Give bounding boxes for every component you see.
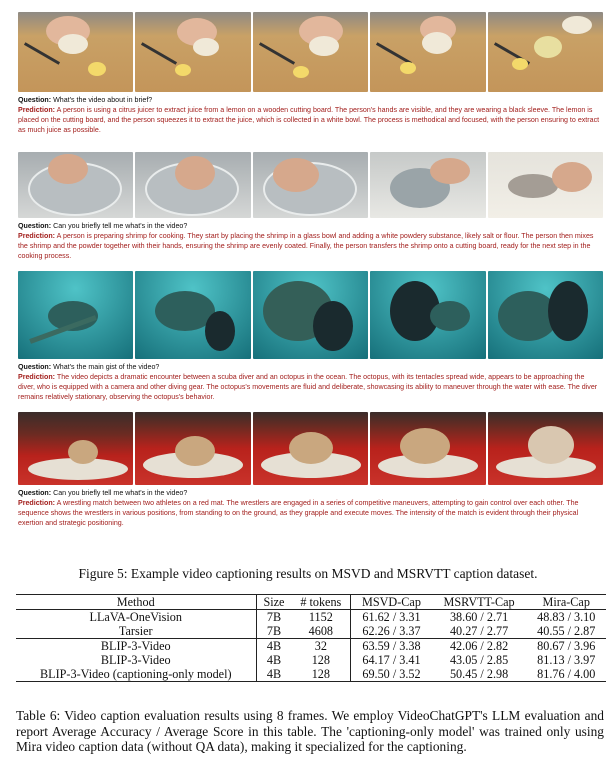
video-frame bbox=[370, 271, 485, 359]
qa-text bbox=[18, 221, 603, 261]
video-frame bbox=[18, 271, 133, 359]
table-cell: 32 bbox=[314, 639, 327, 653]
table-cell: 43.05 / 2.85 bbox=[449, 653, 509, 667]
table-cell: 80.67 / 3.96 bbox=[537, 639, 596, 653]
qa-text bbox=[18, 95, 603, 135]
video-frame bbox=[135, 271, 250, 359]
video-frame bbox=[253, 271, 368, 359]
question-label: Question: bbox=[18, 96, 52, 104]
table-cell: 7B bbox=[256, 624, 291, 639]
table-cell: 42.06 / 2.82 bbox=[449, 639, 509, 653]
table-row bbox=[16, 667, 606, 682]
header-cell: MSRVTT-Cap bbox=[443, 595, 515, 609]
table-row bbox=[16, 610, 606, 625]
table-cell: 128 bbox=[311, 667, 330, 681]
video-frames-octopus bbox=[18, 271, 603, 359]
prediction-text: The video depicts a dramatic encounter between a scuba diver and an octopus in the ocean. The octopus, with its tentacles spread wide, appears to be approaching the diver, who is equipped with a camera and other diving gear. The octopus's movements are fluid and deliberate, showcasing its ability to maneuver through the water with ease. The diver remains relatively stationary, observing the octopus's behavior. bbox=[18, 373, 598, 401]
header-cell: Method bbox=[116, 595, 155, 609]
table-cell: 62.26 / 3.37 bbox=[351, 624, 432, 639]
qa-text bbox=[18, 362, 603, 402]
video-frame bbox=[253, 412, 368, 485]
table-cell: BLIP-3-Video (captioning-only model) bbox=[40, 667, 232, 681]
header-cell: MSVD-Cap bbox=[351, 595, 432, 610]
prediction-label: Prediction: bbox=[18, 499, 56, 507]
table-cell: 4B bbox=[256, 667, 291, 682]
table-row bbox=[16, 653, 606, 667]
qa-text bbox=[18, 488, 603, 528]
question-label: Question: bbox=[18, 489, 52, 497]
video-frame bbox=[488, 12, 603, 92]
example-3 bbox=[18, 271, 603, 402]
example-4 bbox=[18, 412, 603, 528]
table-cell: 81.76 / 4.00 bbox=[537, 667, 596, 681]
table-cell: Tarsier bbox=[118, 624, 153, 638]
video-frame bbox=[135, 412, 250, 485]
table-header-row bbox=[16, 595, 606, 610]
question-text: Can you briefly tell me what's in the video? bbox=[53, 222, 188, 230]
table-cell: 48.83 / 3.10 bbox=[537, 610, 596, 624]
table-row bbox=[16, 639, 606, 654]
video-frame bbox=[370, 12, 485, 92]
video-frame bbox=[18, 152, 133, 218]
results-table bbox=[16, 594, 606, 682]
prediction-label: Prediction: bbox=[18, 232, 56, 240]
table-row bbox=[16, 624, 606, 639]
video-frames-shrimp bbox=[18, 152, 603, 218]
table-cell: LLaVA-OneVision bbox=[89, 610, 182, 624]
video-frame bbox=[253, 12, 368, 92]
table-cell: 64.17 / 3.41 bbox=[351, 653, 432, 667]
figure-caption: Figure 5: Example video captioning results on MSVD and MSRVTT caption dataset. bbox=[78, 566, 538, 581]
video-frames-lemon bbox=[18, 12, 603, 92]
prediction-text: A person is using a citrus juicer to extract juice from a lemon on a wooden cutting board. The person's hands are visible, and they are wearing a black sleeve. The lemon is placed on the cutting board, and the person squeezes it to extract the juice, which is collected in a white bowl. The process is methodical and focused, with the person ensuring to extract as much juice as possible. bbox=[18, 106, 600, 134]
table-cell: 81.13 / 3.97 bbox=[537, 653, 596, 667]
video-frame bbox=[370, 152, 485, 218]
video-frame bbox=[18, 412, 133, 485]
video-frame bbox=[488, 152, 603, 218]
header-cell: # tokens bbox=[300, 595, 342, 609]
table-cell: 4B bbox=[256, 653, 291, 667]
table-cell: 7B bbox=[256, 610, 291, 625]
example-1 bbox=[18, 12, 603, 135]
table-cell: 63.59 / 3.38 bbox=[351, 639, 432, 654]
table-cell: 69.50 / 3.52 bbox=[351, 667, 432, 682]
table-cell: 50.45 / 2.98 bbox=[449, 667, 509, 681]
header-cell: Size bbox=[256, 595, 291, 610]
video-frames-wrestling bbox=[18, 412, 603, 485]
prediction-text: A wrestling match between two athletes on a red mat. The wrestlers are engaged in a series of competitive maneuvers, attempting to gain control over each other. The sequence shows the wrestlers in various positions, from standing to on the ground, as they grapple and execute moves. The intensity of the match is evident through their physical exertion and strategic positioning. bbox=[18, 499, 579, 527]
video-frame bbox=[18, 12, 133, 92]
video-frame bbox=[135, 152, 250, 218]
table-cell: 1152 bbox=[308, 610, 333, 624]
table-cell: 4B bbox=[256, 639, 291, 654]
table-cell: 38.60 / 2.71 bbox=[449, 610, 509, 624]
video-frame bbox=[488, 412, 603, 485]
prediction-label: Prediction: bbox=[18, 373, 56, 381]
video-frame bbox=[370, 412, 485, 485]
example-2 bbox=[18, 152, 603, 260]
table-cell: BLIP-3-Video bbox=[100, 639, 171, 653]
table-cell: 40.55 / 2.87 bbox=[537, 624, 596, 638]
table-cell: 4608 bbox=[308, 624, 334, 638]
question-label: Question: bbox=[18, 222, 52, 230]
video-frame bbox=[488, 271, 603, 359]
table-cell: 128 bbox=[311, 653, 330, 667]
question-text: Can you briefly tell me what's in the video? bbox=[53, 489, 188, 497]
table-caption: Table 6: Video caption evaluation results using 8 frames. We employ VideoChatGPT's LLM evaluation and report Average Accuracy / Average Score in this table. The 'captioning-only model' was trained only using Mira video caption data (without QA data), making it specialized for the captioning. bbox=[16, 708, 604, 754]
prediction-text: A person is preparing shrimp for cooking. They start by placing the shrimp in a glass bowl and adding a white powdery substance, likely salt or flour. The person then mixes the shrimp and the powder together with their hands, ensuring the shrimp are evenly coated. Finally, the person transfers the shrimp onto a cutting board, ready for the next step in the cooking process. bbox=[18, 232, 594, 260]
header-cell: Mira-Cap bbox=[542, 595, 590, 609]
table-cell: 40.27 / 2.77 bbox=[449, 624, 509, 638]
table-cell: BLIP-3-Video bbox=[100, 653, 171, 667]
prediction-label: Prediction: bbox=[18, 106, 56, 114]
video-frame bbox=[253, 152, 368, 218]
video-frame bbox=[135, 12, 250, 92]
table-cell: 61.62 / 3.31 bbox=[351, 610, 432, 625]
question-text: What's the video about in brief? bbox=[53, 96, 153, 104]
question-text: What's the main gist of the video? bbox=[53, 363, 160, 371]
question-label: Question: bbox=[18, 363, 52, 371]
